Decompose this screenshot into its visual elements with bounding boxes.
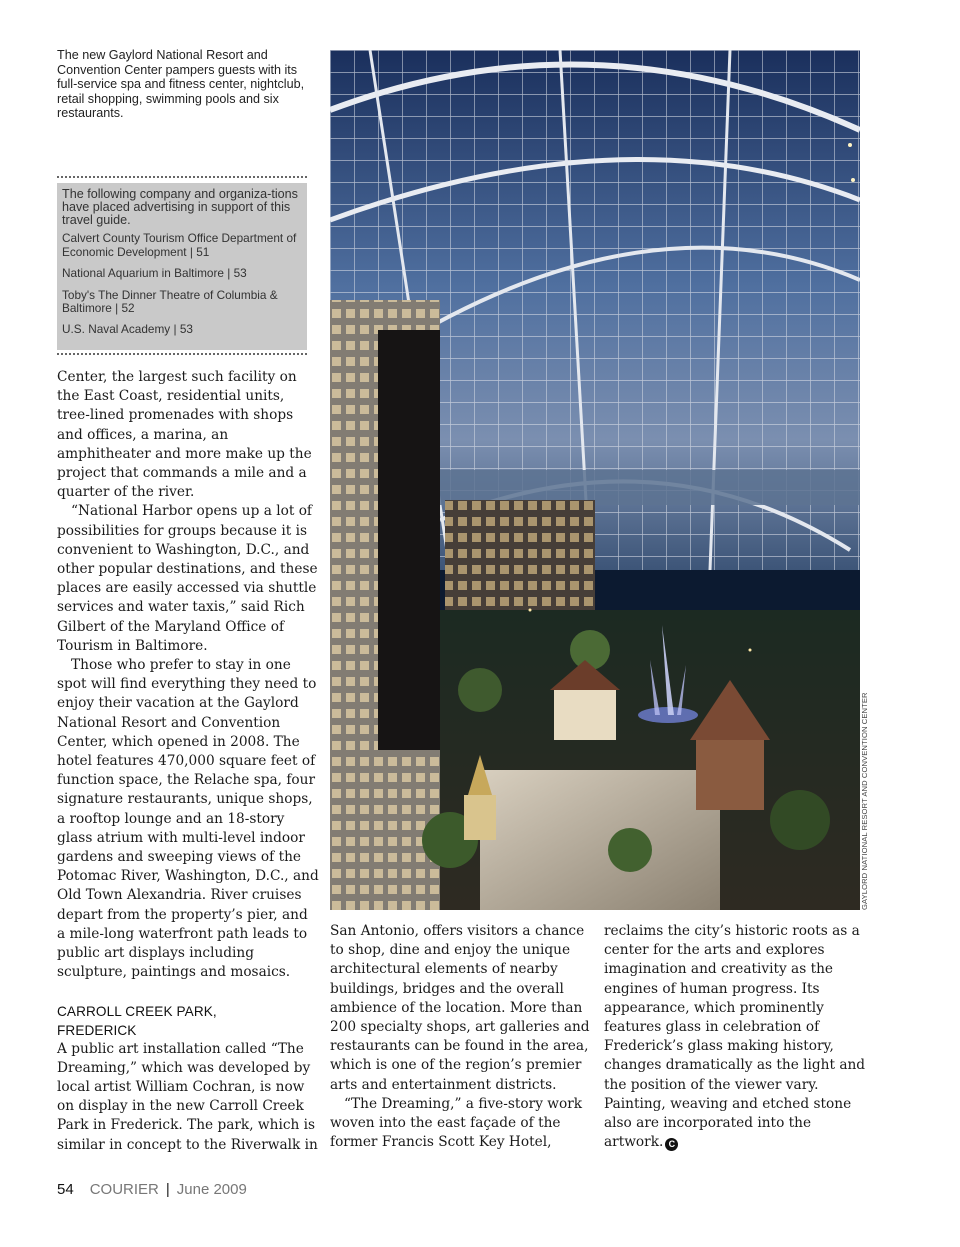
subhead-line: CARROLL CREEK PARK, — [57, 1003, 217, 1019]
article-paragraph: San Antonio, offers visitors a chance to shop, dine and enjoy the unique architectural elements of nearby buildings, bridges and the overall ambience of the location. More than 200 specialty shops, art galleries and restaurants can be found in the area, which is one of the region’s premier arts and entertainment districts. — [330, 923, 590, 1093]
article-paragraph: “National Harbor opens up a lot of possibilities for groups because it is convenient to Washington, D.C., and other popular destinations, and these places are easily accessed via shuttle services and water taxis,” said Rich Gilbert of the Maryland Office of Tourism in Baltimore. — [57, 503, 318, 654]
article-column-2 — [330, 922, 592, 1152]
article-paragraph: A public art installation called “The Dreaming,” which was developed by local artist William Cochran, is now on display in the new Carroll Creek Park in Frederick. The park, which is similar in concept to the Riverwalk in — [57, 1040, 318, 1153]
advertiser-item[interactable]: Toby's The Dinner Theatre of Columbia & Baltimore | 52 — [62, 287, 278, 316]
section-subhead — [57, 1002, 319, 1040]
advertiser-name: National Aquarium in Baltimore — [62, 266, 224, 281]
advertiser-box — [57, 183, 307, 350]
advertiser-intro: The following company and organiza-tions have placed advertising in support of this travel guide. — [62, 187, 298, 227]
article-paragraph: Those who prefer to stay in one spot will find everything they need to enjoy their vacation at the Gaylord National Resort and Convention Center, which opened in 2008. The hotel features 470,000 square feet of function space, the Relache spa, four signature restaurants, unique shops, a rooftop lounge and an 18-story glass atrium with multi-level indoor gardens and sweeping views of the Potomac River, Washington, D.C., and Old Town Alexandria. River cruises depart from the property’s pier, and a mile-long waterfront path leads to public art displays including sculpture, paintings and mosaics. — [57, 657, 319, 981]
page-number: 54 — [57, 1181, 74, 1198]
footer-separator: | — [165, 1181, 170, 1198]
end-of-article-icon: C — [665, 1138, 678, 1151]
advertiser-page: 53 — [179, 322, 193, 337]
divider-bottom — [57, 353, 307, 355]
article-paragraph: “The Dreaming,” a five-story work woven into the east façade of the former Francis Scott Key Hotel, — [330, 1095, 583, 1151]
advertiser-name: U.S. Naval Academy — [62, 322, 171, 337]
article-paragraph-text: reclaims the city’s historic roots as a center for the arts and explores imagination and creativity as the engines of human progress. Its appearance, which prominently features glass in celebration of Frederick’s glass making history, changes dramatically as the light and the position of the viewer vary. Painting, weaving and etched stone also are incorporated into the artwork. — [604, 923, 866, 1151]
subhead-line: FREDERICK — [57, 1022, 137, 1038]
issue-date: June 2009 — [176, 1181, 247, 1198]
advertiser-item[interactable]: U.S. Naval Academy | 53 — [62, 322, 193, 337]
divider-top — [57, 176, 307, 178]
article-column-1 — [57, 368, 319, 1155]
advertiser-page: 51 — [196, 244, 210, 259]
article-column-3 — [604, 922, 866, 1152]
advertiser-name: Toby's The Dinner Theatre of Columbia & Baltimore — [62, 287, 278, 316]
advertiser-page: 53 — [233, 266, 247, 281]
article-paragraph: Center, the largest such facility on the East Coast, residential units, tree-lined promenades with shops and offices, a marina, an amphitheater and more make up the project that commands a mile and a quarter of the river. — [57, 369, 312, 501]
magazine-name: COURIER — [89, 1181, 159, 1198]
page-footer — [57, 1181, 247, 1198]
atrium-photo — [330, 50, 860, 910]
photo-credit: GAYLORD NATIONAL RESORT AND CONVENTION CENTER — [860, 692, 869, 910]
advertiser-page: 52 — [121, 301, 135, 316]
photo-caption: The new Gaylord National Resort and Convention Center pampers guests with its full-service spa and fitness center, nightclub, retail shopping, swimming pools and six restaurants. — [57, 48, 305, 121]
advertiser-item[interactable]: National Aquarium in Baltimore | 53 — [62, 266, 247, 281]
atrium-photo-illustration — [330, 50, 860, 910]
advertiser-name: Calvert County Tourism Office Department of Economic Development — [62, 231, 297, 259]
article-paragraph — [604, 922, 866, 1152]
advertiser-item[interactable]: Calvert County Tourism Office Department of Economic Development | 51 — [62, 231, 297, 259]
